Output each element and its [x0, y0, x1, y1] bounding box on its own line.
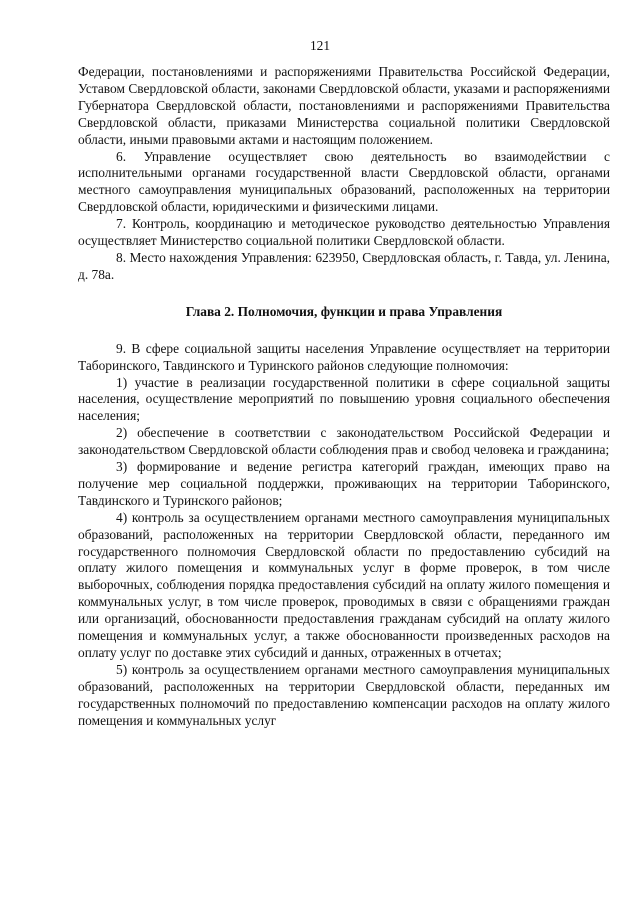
chapter-heading: Глава 2. Полномочия, функции и права Управления — [185, 303, 503, 319]
list-item-5: 5) контроль за осуществлением органами местного самоуправления муниципальных образований, расположенных на территории Свердловской области, переданных им государственных полномочий по предоставлению компенсации расходов на оплату жилого помещения и коммунальных услуг — [78, 661, 610, 728]
paragraph-7: 7. Контроль, координацию и методическое руководство деятельностью Управления осуществляет Министерство социальной политики Свердловской области. — [78, 216, 610, 249]
list-item-1: 1) участие в реализации государственной политики в сфере социальной защиты населения, осуществление мероприятий по повышению уровня социального обеспечения населения; — [78, 374, 610, 424]
list-item-2: 2) обеспечение в соответствии с законодательством Российской Федерации и законодательством Свердловской области соблюдения прав и свобод человека и гражданина; — [78, 425, 610, 458]
spacer — [78, 321, 610, 341]
spacer — [78, 284, 610, 304]
list-item-3: 3) формирование и ведение регистра категорий граждан, имеющих право на получение мер социальной поддержки, проживающих на территории Таборинского, Тавдинского и Туринского районов; — [78, 459, 610, 508]
list-item-4: 4) контроль за осуществлением органами местного самоуправления муниципальных образований, расположенных на территории Свердловской области, переданного им государственного полномочия Свердловской области по предоставлению субсидий на оплату жилого помещения и коммунальных услуг в форме проверок, в том числе выборочных, соблюдения порядка предоставления субсидий на оплату жилого помещения и коммунальных услуг, в том числе проверок, проводимых в связи с обращениями граждан или организаций, обоснованности предоставления гражданам субсидий на оплату жилого помещения и коммунальных услуг, а также обоснованности произведенных расходов на оплату услуг по доставке этих субсидий и данных, отраженных в отчетах; — [78, 509, 610, 660]
paragraph-9: 9. В сфере социальной защиты населения Управление осуществляет на территории Таборинского, Тавдинского и Туринского районов следующие полномочия: — [78, 340, 610, 373]
paragraph-6: 6. Управление осуществляет свою деятельность во взаимодействии с исполнительными органами государственной власти Свердловской области, органами местного самоуправления муниципальных образований, расположенных на территории Свердловской области, юридическими и физическими лицами. — [78, 148, 610, 215]
document-body — [78, 64, 610, 730]
paragraph-8: 8. Место нахождения Управления: 623950, Свердловская область, г. Тавда, ул. Ленина, д. 78а. — [78, 249, 610, 282]
paragraph-continuation: Федерации, постановлениями и распоряжениями Правительства Российской Федерации, Уставом Свердловской области, законами Свердловской области, указами и распоряжениями Губернатора Свердловской области, постановлениями и распоряжениями Правительства Свердловской области, приказами Министерства социальной политики Свердловской области, иными правовыми актами и настоящим положением. — [78, 64, 610, 147]
page-number: 121 — [309, 38, 331, 53]
